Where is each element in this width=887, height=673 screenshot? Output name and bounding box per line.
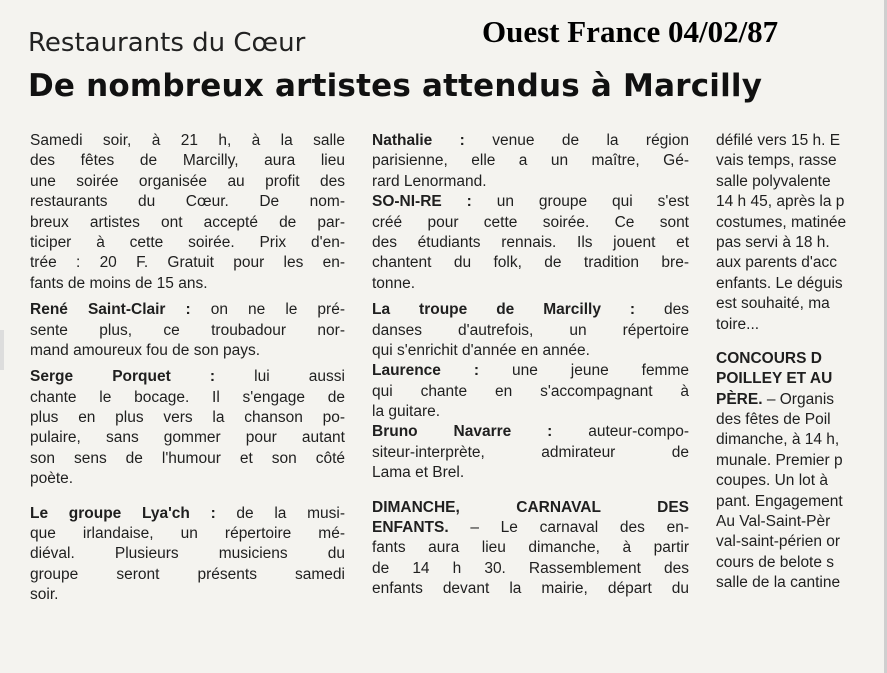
line-text: la guitare. — [372, 403, 441, 421]
text-line — [372, 443, 689, 463]
text-line — [30, 274, 345, 294]
text-line — [30, 300, 345, 320]
line-text: Au Val-Saint-Pèr — [716, 513, 831, 531]
text-line — [716, 213, 887, 233]
bold-lead: POILLEY ET AU — [716, 370, 833, 388]
text-line — [30, 565, 345, 585]
line-text: fants aura lieu dimanche, à partir — [372, 539, 689, 557]
article-column-2 — [372, 131, 689, 600]
article-headline: De nombreux artistes attendus à Marcilly — [28, 68, 763, 104]
line-text: venue de la région — [464, 132, 689, 149]
bold-lead: René Saint-Clair : — [30, 301, 191, 319]
text-line — [716, 192, 887, 212]
bold-lead: DIMANCHE, CARNAVAL DES — [372, 498, 689, 516]
text-line — [30, 449, 345, 469]
line-text: enfants devant la mairie, départ du — [372, 580, 689, 598]
line-text: siteur-interprète, admirateur de — [372, 443, 689, 461]
line-text: cours de belote s — [716, 553, 835, 571]
text-line — [372, 402, 689, 422]
bold-lead: Nathalie : — [372, 132, 465, 149]
source-caption: Ouest France 04/02/87 — [482, 14, 779, 49]
text-line — [372, 233, 689, 253]
line-text: – Le carnaval des en- — [448, 519, 689, 537]
text-line — [716, 410, 887, 430]
text-line — [372, 172, 689, 192]
line-text: 14 h 45, après la p — [716, 193, 845, 211]
line-text: fants de moins de 15 ans. — [30, 274, 208, 292]
text-line — [30, 253, 345, 273]
line-text: poète. — [30, 470, 74, 488]
text-line — [372, 518, 689, 538]
line-text: qui chante en s'accompagnant à — [372, 382, 689, 400]
line-text: tonne. — [372, 274, 416, 292]
text-line — [30, 213, 345, 233]
text-line — [716, 553, 887, 573]
text-line — [716, 233, 887, 253]
text-line — [716, 512, 887, 532]
text-line — [30, 408, 345, 428]
text-line — [372, 131, 689, 151]
bold-lead: Le groupe Lya'ch : — [30, 504, 216, 522]
text-line — [372, 538, 689, 558]
line-text: – Organis — [762, 390, 835, 408]
line-text: plus en plus vers la chanson po- — [30, 409, 345, 427]
line-text: danses d'autrefois, un répertoire — [372, 321, 689, 339]
text-line — [372, 382, 689, 402]
text-line — [372, 274, 689, 294]
line-text: chante le bocage. Il s'engage de — [30, 388, 345, 406]
text-line — [372, 579, 689, 599]
text-line — [30, 151, 345, 171]
bold-lead: Laurence : — [372, 362, 480, 380]
bold-lead: La troupe de Marcilly : — [372, 301, 636, 319]
text-line — [716, 253, 887, 273]
bold-lead: Serge Porquet : — [30, 368, 216, 386]
text-line — [30, 544, 345, 564]
text-line — [716, 390, 887, 410]
line-text: auteur-compo- — [552, 423, 689, 441]
text-line — [30, 524, 345, 544]
line-text: de 14 h 30. Rassemblement des — [372, 559, 689, 577]
line-text: un groupe qui s'est — [471, 193, 689, 211]
line-text: pas servi à 18 h. — [716, 233, 830, 251]
text-line — [30, 321, 345, 341]
line-text: salle de la cantine — [716, 574, 841, 592]
line-text: dimanche, à 14 h, — [716, 431, 840, 449]
text-line — [30, 469, 345, 489]
text-line — [716, 471, 887, 491]
text-line — [372, 192, 689, 212]
line-text: toire... — [716, 315, 760, 333]
line-text: Samedi soir, à 21 h, à la salle — [30, 132, 345, 149]
text-line — [372, 422, 689, 442]
line-text: munale. Premier p — [716, 451, 843, 469]
section-kicker: Restaurants du Cœur — [28, 28, 306, 58]
line-text: parisienne, elle a un maître, Gé- — [372, 152, 689, 170]
text-line — [716, 532, 887, 552]
text-line — [30, 172, 345, 192]
bold-lead: ENFANTS. — [372, 519, 449, 537]
article-column-1 — [30, 131, 345, 606]
text-line — [716, 451, 887, 471]
text-line — [30, 341, 345, 361]
text-line — [372, 498, 689, 518]
text-line — [372, 151, 689, 171]
bold-lead: SO-NI-RE : — [372, 193, 472, 211]
text-line — [716, 492, 887, 512]
text-line — [30, 367, 345, 387]
text-line — [716, 294, 887, 314]
line-text: costumes, matinée — [716, 213, 847, 231]
text-line — [30, 428, 345, 448]
line-text: est souhaité, ma — [716, 295, 830, 313]
line-text: pant. Engagement — [716, 492, 843, 510]
text-line — [30, 388, 345, 408]
line-text: que irlandaise, un répertoire mé- — [30, 525, 345, 543]
line-text: des fêtes de Marcilly, aura lieu — [30, 152, 345, 170]
line-text: groupe seront présents samedi — [30, 565, 345, 583]
line-text: rard Lenormand. — [372, 172, 487, 190]
line-text: enfants. Le déguis — [716, 274, 843, 292]
line-text: de la musi- — [215, 504, 345, 522]
text-line — [372, 213, 689, 233]
text-line — [716, 369, 887, 389]
text-line — [372, 321, 689, 341]
text-line — [372, 341, 689, 361]
article-column-3 — [716, 131, 887, 594]
line-text: on ne le pré- — [190, 301, 345, 319]
line-text: val-saint-périen or — [716, 533, 841, 551]
line-text: des fêtes de Poil — [716, 411, 831, 429]
line-text: salle polyvalente — [716, 172, 831, 190]
bold-lead: CONCOURS D — [716, 349, 822, 367]
line-text: des — [635, 301, 689, 319]
text-line — [372, 300, 689, 320]
text-line — [372, 463, 689, 483]
text-line — [30, 131, 345, 151]
line-text: diéval. Plusieurs musiciens du — [30, 545, 345, 563]
line-text: coupes. Un lot à — [716, 472, 829, 490]
text-line — [716, 315, 887, 335]
line-text: soir. — [30, 586, 59, 604]
line-text: une jeune femme — [479, 362, 690, 380]
text-line — [716, 274, 887, 294]
bold-lead: Bruno Navarre : — [372, 423, 553, 441]
text-line — [30, 192, 345, 212]
text-line — [716, 131, 887, 151]
line-text: ticiper à cette soirée. Prix d'en- — [30, 233, 345, 251]
line-text: mand amoureux fou de son pays. — [30, 341, 261, 359]
text-line — [30, 233, 345, 253]
text-line — [716, 573, 887, 593]
text-line — [716, 151, 887, 171]
line-text: créé pour cette soirée. Ce sont — [372, 213, 689, 231]
text-line — [372, 253, 689, 273]
bold-lead: PÈRE. — [716, 390, 763, 408]
line-text: des étudiants rennais. Ils jouent et — [372, 233, 689, 251]
text-line — [716, 349, 887, 369]
line-text: restaurants du Cœur. De nom- — [30, 193, 345, 211]
line-text: aux parents d'acc — [716, 254, 838, 272]
line-text: pulaire, sans gommer pour autant — [30, 429, 345, 447]
text-line — [372, 559, 689, 579]
text-line — [716, 430, 887, 450]
text-line — [30, 585, 345, 605]
line-text: trée : 20 F. Gratuit pour les en- — [30, 254, 345, 272]
scan-mark — [0, 330, 4, 370]
line-text: Lama et Brel. — [372, 464, 465, 482]
text-line — [716, 172, 887, 192]
line-text: breux artistes ont accepté de par- — [30, 213, 345, 231]
line-text: lui aussi — [215, 368, 345, 386]
line-text: son sens de l'humour et son côté — [30, 449, 345, 467]
line-text: défilé vers 15 h. E — [716, 132, 841, 149]
line-text: sente plus, ce troubadour nor- — [30, 321, 345, 339]
line-text: chantent du folk, de tradition bre- — [372, 254, 689, 272]
line-text: qui s'enrichit d'année en année. — [372, 341, 590, 359]
line-text: une soirée organisée au profit des — [30, 172, 345, 190]
text-line — [30, 504, 345, 524]
text-line — [372, 361, 689, 381]
line-text: vais temps, rasse — [716, 152, 837, 170]
